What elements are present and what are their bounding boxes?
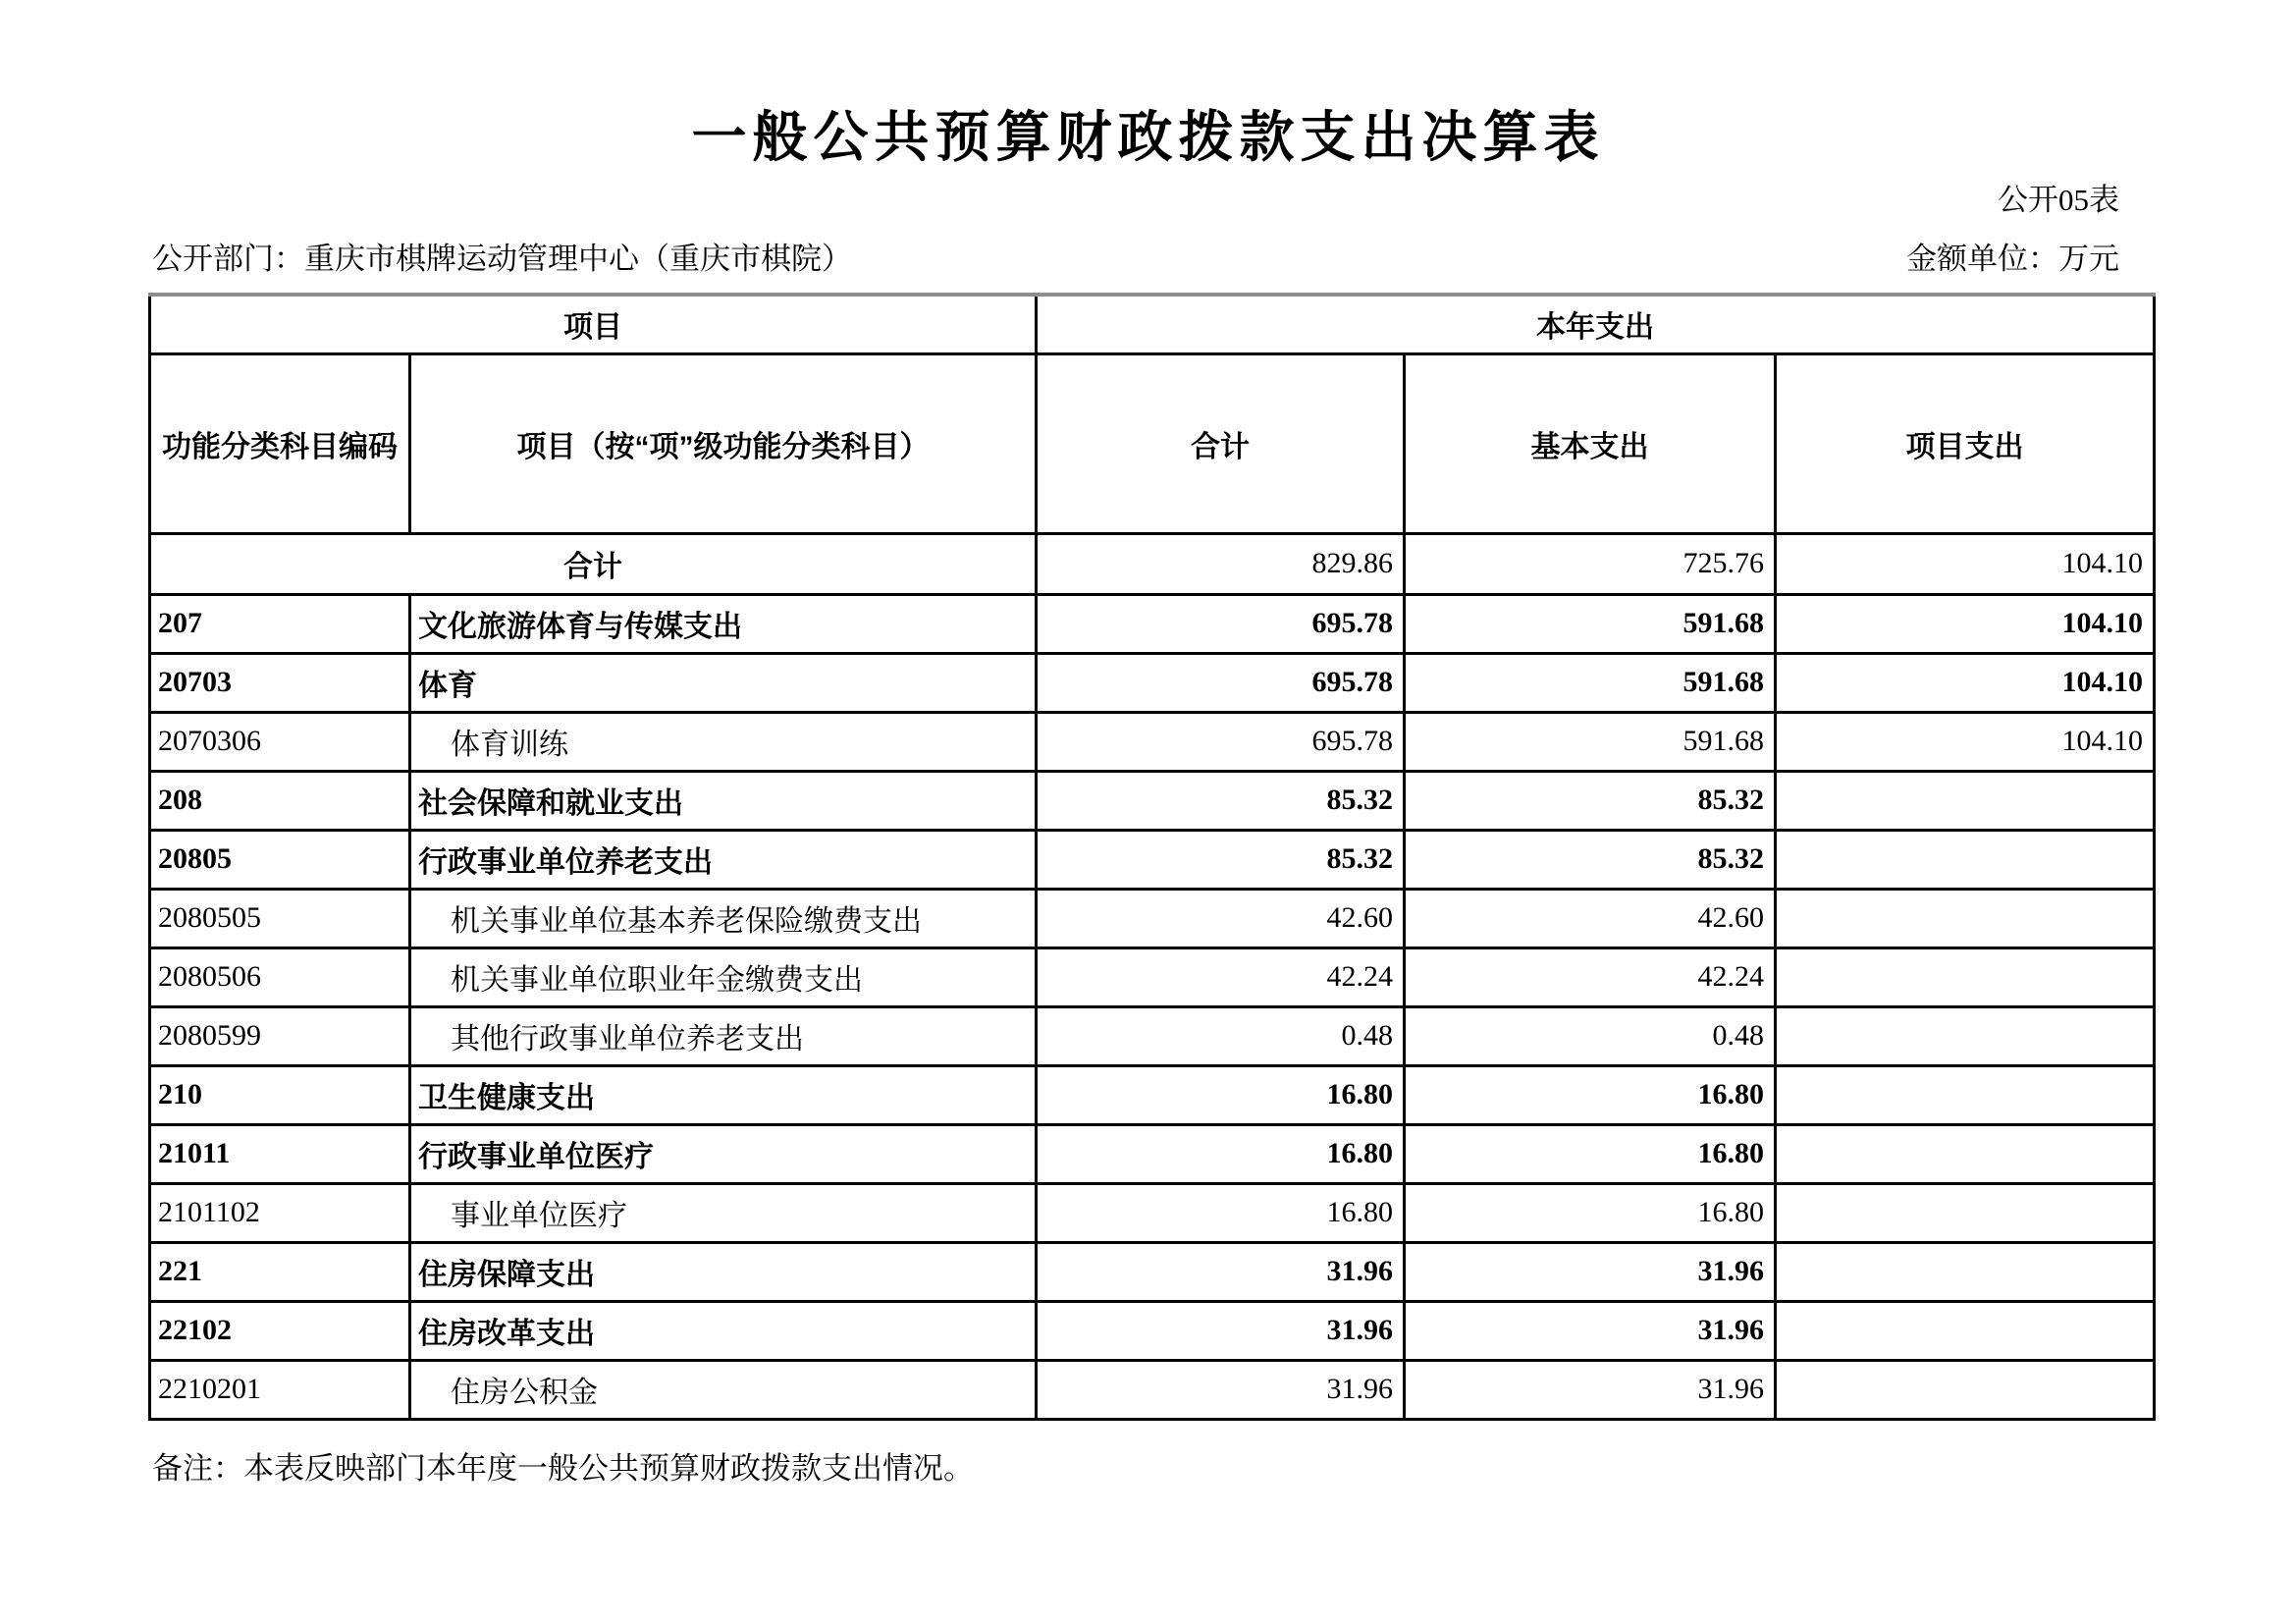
row-total: 16.80	[1037, 1065, 1405, 1124]
row-name: 体育训练	[410, 712, 1037, 771]
table-row	[150, 1124, 2155, 1183]
row-basic: 85.32	[1405, 771, 1776, 830]
row-total: 16.80	[1037, 1183, 1405, 1242]
row-name: 机关事业单位基本养老保险缴费支出	[410, 889, 1037, 947]
row-project: 104.10	[1776, 594, 2155, 653]
row-name: 其他行政事业单位养老支出	[410, 1006, 1037, 1065]
row-code: 210	[150, 1065, 410, 1124]
total-row	[150, 533, 2155, 594]
row-total: 85.32	[1037, 771, 1405, 830]
department-label: 公开部门：重庆市棋牌运动管理中心（重庆市棋院）	[152, 242, 852, 276]
page-title: 一般公共预算财政拨款支出决算表	[691, 106, 1605, 168]
row-code: 208	[150, 771, 410, 830]
row-name: 体育	[410, 653, 1037, 712]
row-total: 16.80	[1037, 1124, 1405, 1183]
row-project	[1776, 771, 2155, 830]
row-basic: 31.96	[1405, 1301, 1776, 1360]
row-total: 695.78	[1037, 712, 1405, 771]
row-project	[1776, 1242, 2155, 1301]
row-basic: 42.24	[1405, 947, 1776, 1006]
row-project: 104.10	[1776, 653, 2155, 712]
table-row	[150, 771, 2155, 830]
table-row	[150, 1006, 2155, 1065]
row-name: 住房保障支出	[410, 1242, 1037, 1301]
row-name: 卫生健康支出	[410, 1065, 1037, 1124]
header-group-year-expense: 本年支出	[1037, 295, 2155, 353]
row-basic: 591.68	[1405, 653, 1776, 712]
row-name: 事业单位医疗	[410, 1183, 1037, 1242]
table-code-label: 公开05表	[1998, 183, 2119, 217]
row-basic: 16.80	[1405, 1065, 1776, 1124]
table-row	[150, 1360, 2155, 1419]
row-name: 行政事业单位养老支出	[410, 830, 1037, 889]
table-row	[150, 1242, 2155, 1301]
row-project	[1776, 889, 2155, 947]
row-project	[1776, 1006, 2155, 1065]
row-code: 20805	[150, 830, 410, 889]
header-group-item: 项目	[150, 295, 1037, 353]
row-basic: 591.68	[1405, 712, 1776, 771]
table-row	[150, 1301, 2155, 1360]
header-column-row	[150, 353, 2155, 533]
header-col-basic: 基本支出	[1405, 353, 1776, 533]
row-project	[1776, 1301, 2155, 1360]
row-code: 2210201	[150, 1360, 410, 1419]
row-total: 85.32	[1037, 830, 1405, 889]
table-row	[150, 653, 2155, 712]
table-row	[150, 947, 2155, 1006]
row-code: 2080505	[150, 889, 410, 947]
row-basic: 0.48	[1405, 1006, 1776, 1065]
header-group-row	[150, 295, 2155, 353]
row-code: 2101102	[150, 1183, 410, 1242]
table-row	[150, 889, 2155, 947]
table-row	[150, 594, 2155, 653]
row-code: 20703	[150, 653, 410, 712]
row-project	[1776, 1360, 2155, 1419]
row-name: 住房改革支出	[410, 1301, 1037, 1360]
row-code: 2070306	[150, 712, 410, 771]
row-total: 31.96	[1037, 1360, 1405, 1419]
total-row-basic: 725.76	[1405, 533, 1776, 594]
row-total: 42.60	[1037, 889, 1405, 947]
footnote: 备注：本表反映部门本年度一般公共预算财政拨款支出情况。	[152, 1451, 974, 1486]
total-row-project: 104.10	[1776, 533, 2155, 594]
expense-table	[148, 293, 2156, 1421]
row-project	[1776, 1065, 2155, 1124]
row-code: 22102	[150, 1301, 410, 1360]
row-name: 社会保障和就业支出	[410, 771, 1037, 830]
unit-label: 金额单位：万元	[1906, 242, 2119, 276]
row-project	[1776, 1124, 2155, 1183]
row-project	[1776, 830, 2155, 889]
row-total: 42.24	[1037, 947, 1405, 1006]
header-col-code: 功能分类科目编码	[150, 353, 410, 533]
row-basic: 16.80	[1405, 1183, 1776, 1242]
row-total: 0.48	[1037, 1006, 1405, 1065]
row-basic: 85.32	[1405, 830, 1776, 889]
row-code: 207	[150, 594, 410, 653]
row-total: 695.78	[1037, 653, 1405, 712]
table-row	[150, 830, 2155, 889]
row-name: 行政事业单位医疗	[410, 1124, 1037, 1183]
row-project: 104.10	[1776, 712, 2155, 771]
row-project	[1776, 1183, 2155, 1242]
row-basic: 16.80	[1405, 1124, 1776, 1183]
header-col-project: 项目支出	[1776, 353, 2155, 533]
total-row-label: 合计	[150, 533, 1037, 594]
row-name: 机关事业单位职业年金缴费支出	[410, 947, 1037, 1006]
header-col-total: 合计	[1037, 353, 1405, 533]
row-name: 住房公积金	[410, 1360, 1037, 1419]
row-basic: 591.68	[1405, 594, 1776, 653]
table-row	[150, 712, 2155, 771]
row-total: 31.96	[1037, 1242, 1405, 1301]
row-project	[1776, 947, 2155, 1006]
total-row-total: 829.86	[1037, 533, 1405, 594]
row-code: 21011	[150, 1124, 410, 1183]
row-code: 2080599	[150, 1006, 410, 1065]
row-code: 221	[150, 1242, 410, 1301]
row-name: 文化旅游体育与传媒支出	[410, 594, 1037, 653]
header-col-item: 项目（按“项”级功能分类科目）	[410, 353, 1037, 533]
table-row	[150, 1183, 2155, 1242]
row-total: 695.78	[1037, 594, 1405, 653]
row-total: 31.96	[1037, 1301, 1405, 1360]
row-basic: 31.96	[1405, 1360, 1776, 1419]
row-basic: 42.60	[1405, 889, 1776, 947]
row-basic: 31.96	[1405, 1242, 1776, 1301]
row-code: 2080506	[150, 947, 410, 1006]
table-row	[150, 1065, 2155, 1124]
